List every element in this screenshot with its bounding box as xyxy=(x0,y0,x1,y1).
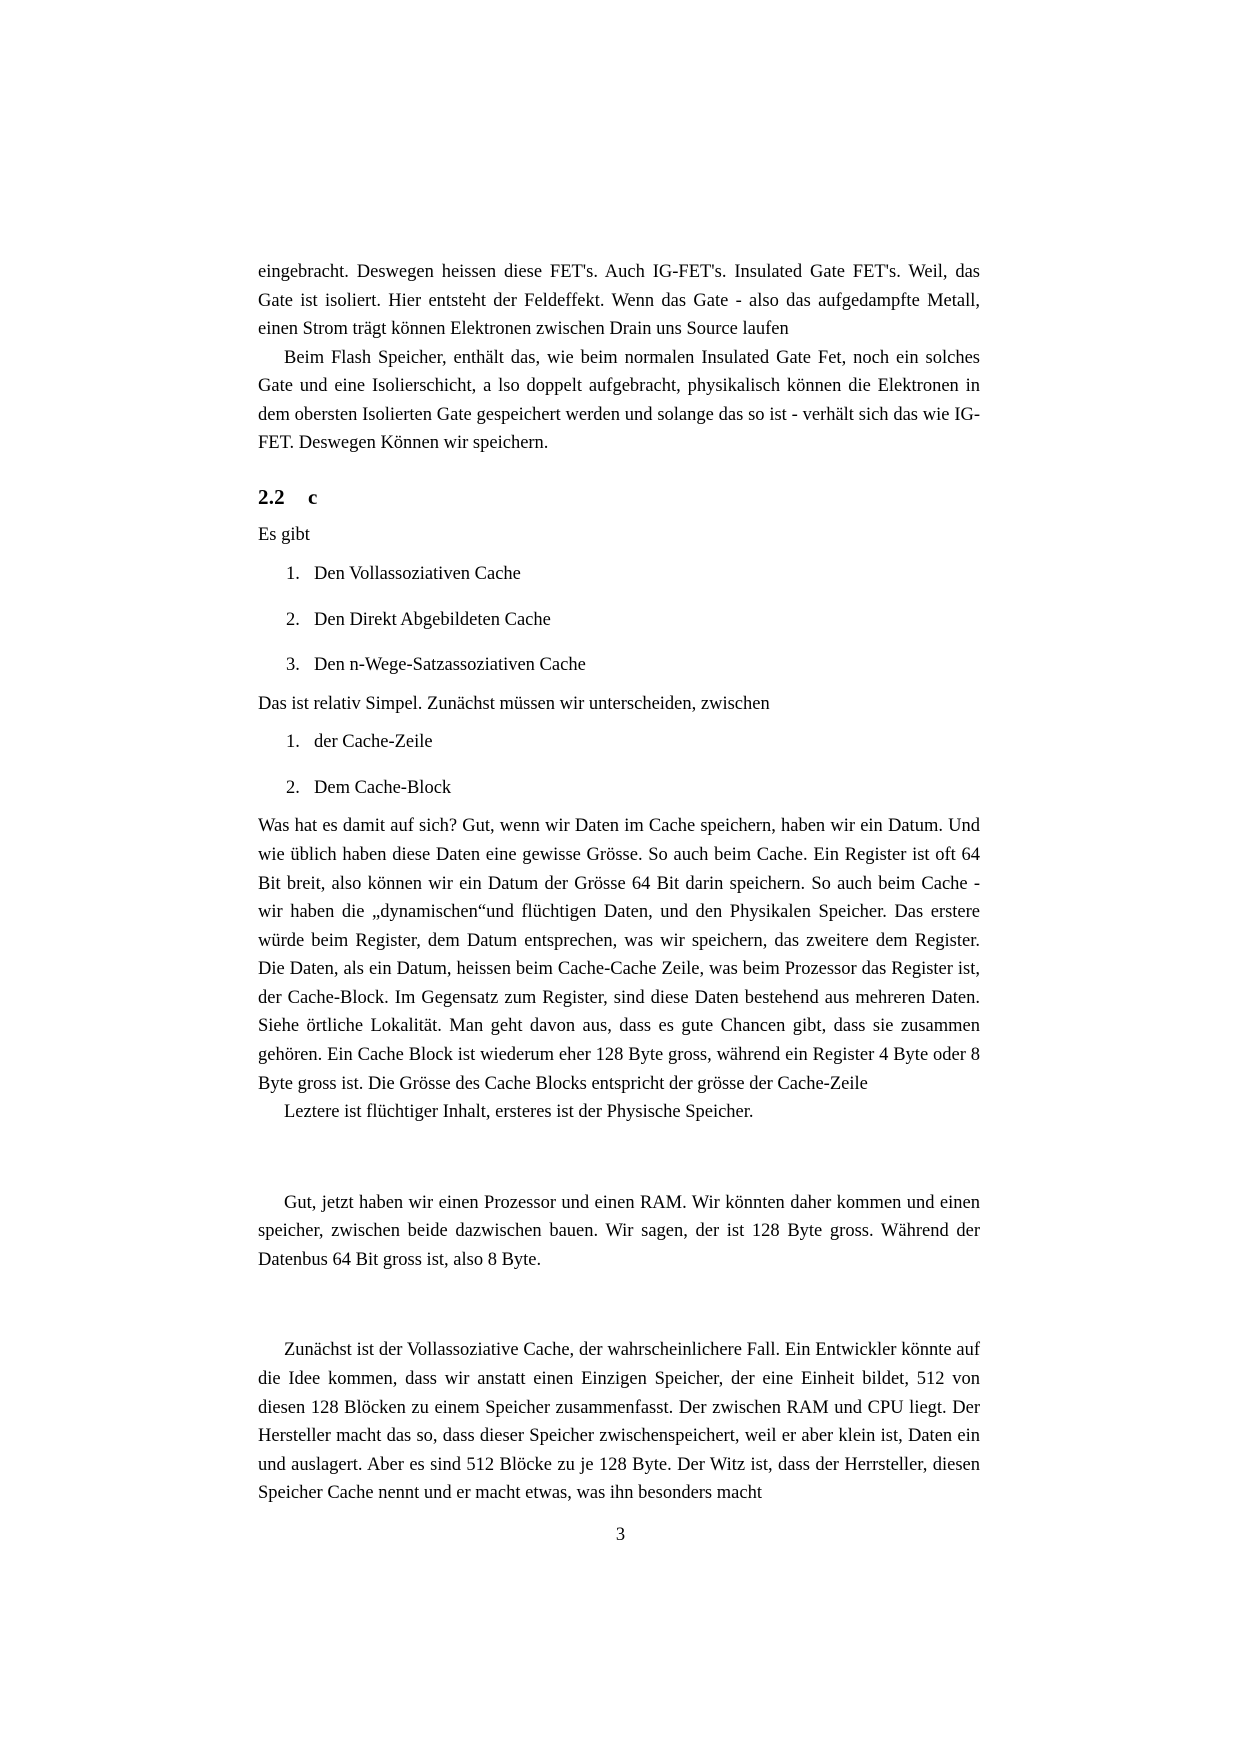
list-marker: 2. xyxy=(286,777,300,798)
paragraph-7: Gut, jetzt haben wir einen Prozessor und einen RAM. Wir könnten daher kommen und einen speicher, zwischen beide dazwischen bauen. Wir sagen, der ist 128 Byte gross. Während der Datenbus 64 Bit gross ist, also 8 Byte. xyxy=(258,1192,980,1270)
paragraph-2: Beim Flash Speicher, enthält das, wie beim normalen Insulated Gate Fet, noch ein solches Gate und eine Isolierschicht, a lso doppelt aufgebracht, physikalisch können die Elektronen in dem obersten Isolierten Gate gespeichert werden und solange das so ist - verhält sich das wie IG-FET. Deswegen Können wir speichern. xyxy=(258,347,980,454)
list-item xyxy=(258,651,980,680)
spacer xyxy=(258,680,980,690)
paragraph-4: Das ist relativ Simpel. Zunächst müssen wir unterscheiden, zwischen xyxy=(258,693,770,714)
cache-types-list xyxy=(258,560,980,680)
list-item-label: Den Direkt Abgebildeten Cache xyxy=(314,609,551,630)
page-content xyxy=(258,258,980,1508)
spacer xyxy=(258,550,980,560)
list-item xyxy=(258,560,980,589)
list-marker: 3. xyxy=(286,655,300,676)
paragraph-1: eingebracht. Deswegen heissen diese FET's. Auch IG-FET's. Insulated Gate FET's. Weil, das Gate ist isoliert. Hier entsteht der Feldeffekt. Wenn das Gate - also das aufgedampfte Metall, einen Strom trägt können Elektronen zwischen Drain uns Source laufen xyxy=(258,262,980,340)
list-item xyxy=(258,606,980,635)
spacer xyxy=(258,511,980,521)
spacer xyxy=(258,802,980,812)
spacer xyxy=(258,718,980,728)
section-number: 2.2 xyxy=(258,485,285,510)
section-heading xyxy=(258,484,980,511)
list-item-label: Den n-Wege-Satzassoziativen Cache xyxy=(314,655,586,676)
section-title: c xyxy=(308,485,318,510)
cache-distinction-list xyxy=(258,728,980,802)
paragraph-8: Zunächst ist der Vollassoziative Cache, der wahrscheinlichere Fall. Ein Entwickler könnte auf die Idee kommen, dass wir anstatt einen Einzigen Speicher, der eine Einheit bildet, 512 von diesen 128 Blöcken zu einem Speicher zusammenfasst. Der zwischen RAM und CPU liegt. Der Hersteller macht das so, dass dieser Speicher zwischenspeichert, weil er aber klein ist, Daten ein und auslagert. Aber es sind 512 Blöcke zu je 128 Byte. Der Witz ist, dass der Herrsteller, diesen Speicher Cache nennt und er macht etwas, was ihn besonders macht xyxy=(258,1340,980,1504)
list-item-label: Den Vollassoziativen Cache xyxy=(314,563,521,584)
list-item-label: der Cache-Zeile xyxy=(314,732,433,753)
list-item xyxy=(258,728,980,757)
list-marker: 2. xyxy=(286,609,300,630)
paragraph-5: Was hat es damit auf sich? Gut, wenn wir Daten im Cache speichern, haben wir ein Datum. Und wie üblich haben diese Daten eine gewisse Grösse. So auch beim Cache. Ein Register ist oft 64 Bit breit, also können wir ein Datum der Grösse 64 Bit darin speichern. So auch beim Cache - wir haben die „dynamischen“und flüchtigen Daten, und den Physikalen Speicher. Das erstere würde beim Register, dem Datum entsprechen, was wir speichern, das zweitere dem Register. Die Daten, als ein Datum, heissen beim Cache-Cache Zeile, was beim Prozessor das Register ist, der Cache-Block. Im Gegensatz zum Register, sind diese Daten bestehend aus mehreren Daten. Siehe örtliche Lokalität. Man geht davon aus, dass es gute Chancen gibt, dass sie zusammen gehören. Ein Cache Block ist wiederum eher 128 Byte gross, während ein Register 4 Byte oder 8 Byte gross ist. Die Grösse des Cache Blocks entspricht der grösse der Cache-Zeile xyxy=(258,816,980,1094)
spacer xyxy=(258,1127,980,1189)
list-marker: 1. xyxy=(286,732,300,753)
list-marker: 1. xyxy=(286,563,300,584)
paragraph-6: Leztere ist flüchtiger Inhalt, ersteres ist der Physische Speicher. xyxy=(284,1102,754,1123)
paragraph-3: Es gibt xyxy=(258,525,310,546)
page-number: 3 xyxy=(615,1525,626,1545)
spacer xyxy=(258,458,980,484)
spacer xyxy=(258,1274,980,1336)
list-item-label: Dem Cache-Block xyxy=(314,777,452,798)
list-item xyxy=(258,774,980,803)
